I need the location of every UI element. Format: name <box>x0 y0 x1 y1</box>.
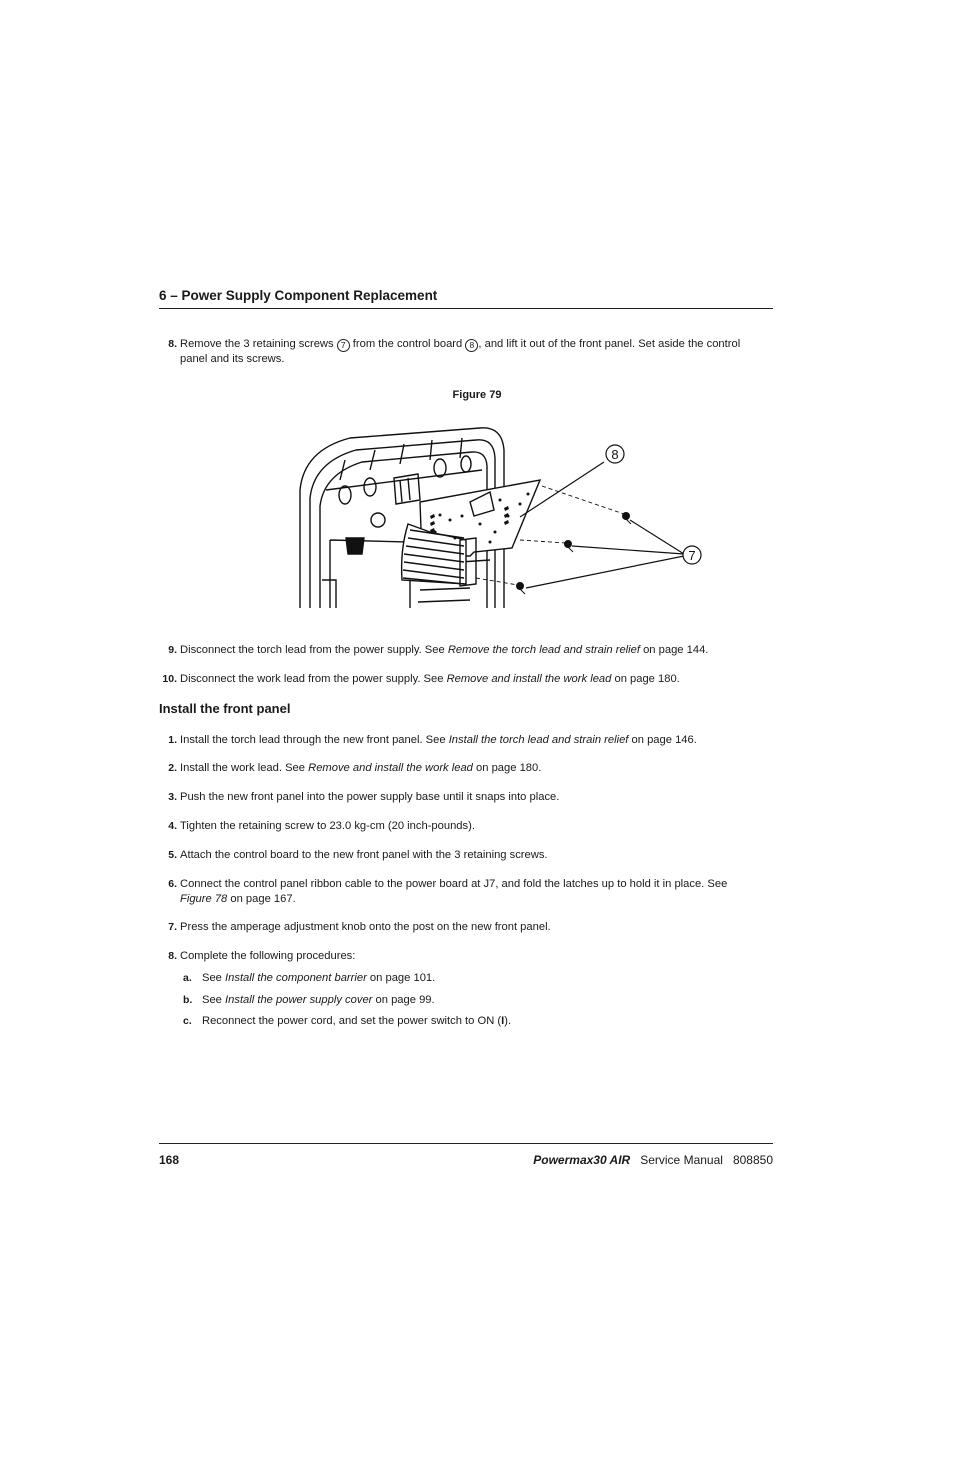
callout-8: 8 <box>465 339 478 352</box>
figure-caption: Figure 79 <box>452 389 502 401</box>
doc-type: Service Manual <box>640 1153 723 1167</box>
callout-7-label: 7 <box>688 548 696 563</box>
step-number: 10. <box>162 673 177 685</box>
step-text: Disconnect the work lead from the power supply. See Remove and install the work lead on page 180. <box>180 673 680 685</box>
step-number: 3. <box>168 791 177 803</box>
cross-reference-link[interactable]: Install the component barrier <box>225 972 367 984</box>
product-name: Powermax30 AIR <box>533 1153 631 1167</box>
retaining-screws <box>517 513 632 595</box>
section-title: Install the front panel <box>159 701 291 716</box>
step-number: 5. <box>168 849 177 861</box>
header-rule <box>159 308 773 309</box>
step-text: Push the new front panel into the power supply base until it snaps into place. <box>180 791 560 803</box>
part-number: 808850 <box>732 1153 773 1167</box>
substep-letter: c. <box>183 1015 192 1027</box>
cross-reference-link[interactable]: Install the torch lead and strain relief <box>448 734 629 746</box>
step-text: Remove the 3 retaining screws 7 from the control board 8 , and lift it out of the front panel. Set aside the control panel and its screws. <box>180 338 741 365</box>
section-header: 6 – Power Supply Component Replacement <box>159 288 438 303</box>
step-number: 4. <box>168 820 177 832</box>
step-number: 8. <box>168 338 177 350</box>
step-number: 6. <box>168 878 177 890</box>
step-number: 1. <box>168 734 177 746</box>
page-number: 168 <box>159 1153 180 1167</box>
control-board-illustration <box>290 420 720 612</box>
cross-reference-link[interactable]: Remove and install the work lead <box>308 762 473 774</box>
step-text: Disconnect the torch lead from the power supply. See Remove the torch lead and strain relief on page 144. <box>180 644 709 656</box>
cross-reference-link[interactable]: Install the power supply cover <box>225 994 373 1006</box>
step-number: 8. <box>168 950 177 962</box>
step-text: Attach the control board to the new front panel with the 3 retaining screws. <box>180 849 548 861</box>
cross-reference-link[interactable]: Figure 78 <box>180 893 228 905</box>
cross-reference-link[interactable]: Remove the torch lead and strain relief <box>447 644 640 656</box>
leader-lines <box>520 462 684 588</box>
footer-doc-info <box>533 1153 773 1167</box>
substep-letter: b. <box>183 994 193 1006</box>
front-panel-drawing <box>300 428 540 608</box>
cross-reference-link[interactable]: Remove and install the work lead <box>446 673 612 685</box>
callout-8-label: 8 <box>611 447 619 462</box>
footer-rule <box>159 1143 773 1144</box>
step-number: 7. <box>168 921 177 933</box>
substep-letter: a. <box>183 972 192 984</box>
step-number: 2. <box>168 762 177 774</box>
callout-7: 7 <box>337 339 350 352</box>
step-text: Tighten the retaining screw to 23.0 kg-cm (20 inch-pounds). <box>180 820 475 832</box>
step-text: Press the amperage adjustment knob onto the post on the new front panel. <box>180 921 551 933</box>
step-number: 9. <box>168 644 177 656</box>
step-text: Complete the following procedures: <box>180 950 356 962</box>
power-on-symbol: I <box>501 1015 505 1027</box>
